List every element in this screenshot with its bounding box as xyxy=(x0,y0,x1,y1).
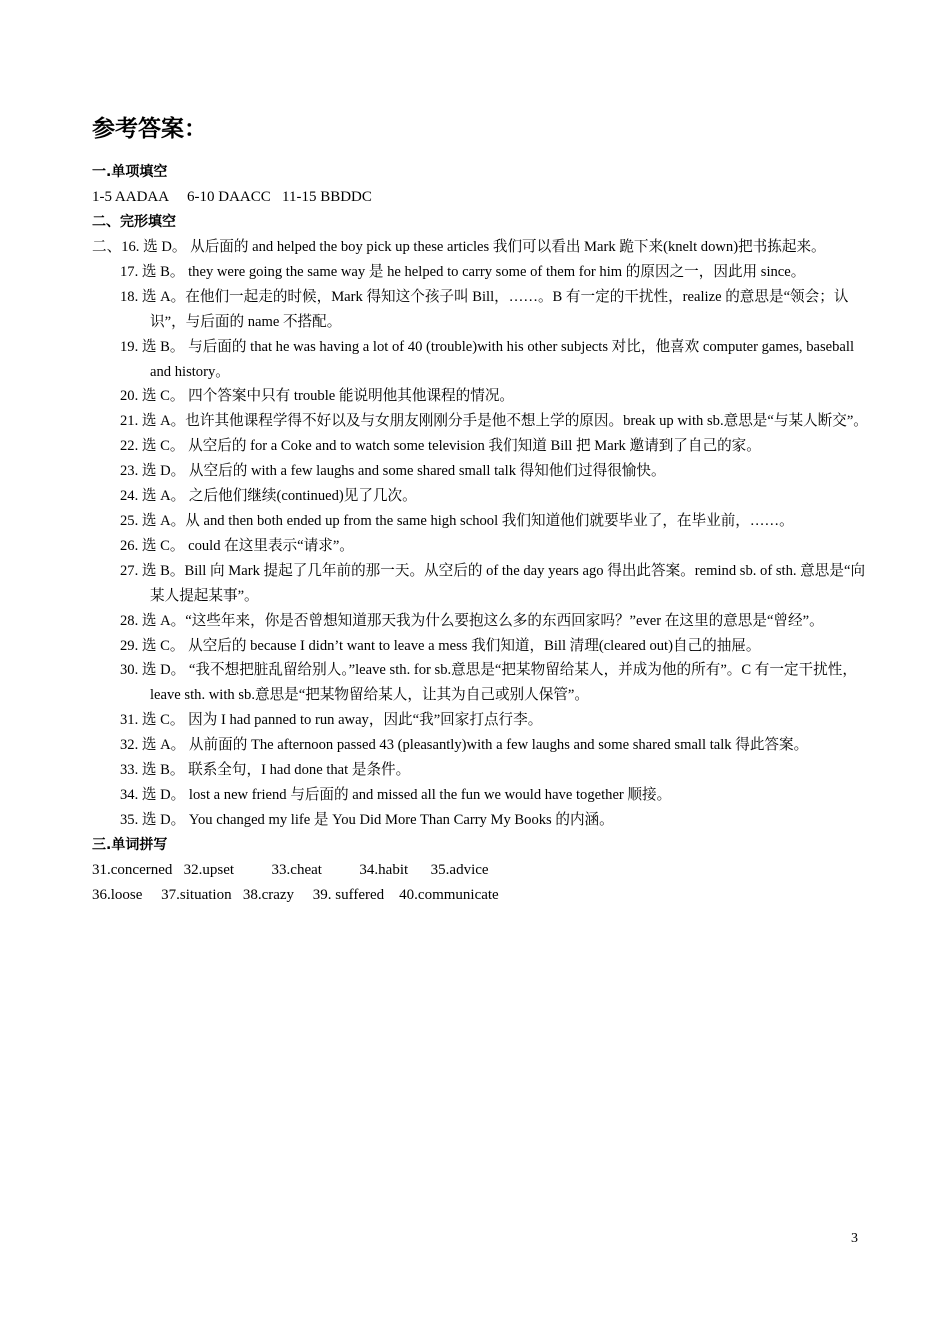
cloze-item: 21. 选 A。也许其他课程学得不好以及与女朋友刚刚分手是他不想上学的原因。break up with sb.意思是“与某人断交”。 xyxy=(120,413,868,430)
section-spelling-heading: 三.单词拼写 xyxy=(92,836,168,853)
cloze-item: 30. 选 D。 “我不想把脏乱留给别人。”leave sth. for sb.意思是“把某物留给某人，并成为他的所有”。C 有一定干扰性，leave sth. with sb.意思是“把某物留给某人，让其为自己或别人保管”。 xyxy=(120,662,857,704)
cloze-item: 27. 选 B。Bill 向 Mark 提起了几年前的那一天。从空后的 of the day years ago 得出此答案。remind sb. of sth. 意思是“向某人提起某事”。 xyxy=(120,562,866,604)
single-choice-answers: 1-5 AADAA 6-10 DAACC 11-15 BBDDC xyxy=(92,189,372,205)
cloze-item: 18. 选 A。在他们一起走的时候，Mark 得知这个孩子叫 Bill，……。B 有一定的干扰性，realize 的意思是“领会；认识”，与后面的 name 不搭配。 xyxy=(120,288,849,330)
cloze-item: 17. 选 B。 they were going the same way 是 he helped to carry some of them for him 的原因之一，因此用 since。 xyxy=(120,263,806,280)
cloze-item: 24. 选 A。 之后他们继续(continued)见了几次。 xyxy=(120,488,417,505)
cloze-answer-list xyxy=(92,235,872,833)
cloze-item: 35. 选 D。 You changed my life 是 You Did More Than Carry My Books 的内涵。 xyxy=(120,811,614,828)
page-number: 3 xyxy=(851,1231,858,1246)
spelling-answers-row-1: 31.concerned 32.upset 33.cheat 34.habit 35.advice xyxy=(92,861,489,878)
cloze-item: 34. 选 D。 lost a new friend 与后面的 and missed all the fun we would have together 顺接。 xyxy=(120,786,672,803)
section-cloze-heading: 二、完形填空 xyxy=(92,214,176,230)
cloze-item: 26. 选 C。 could 在这里表示“请求”。 xyxy=(120,537,354,554)
cloze-item: 31. 选 C。 因为 I had panned to run away，因此“我”回家打点行李。 xyxy=(120,712,543,729)
cloze-item: 25. 选 A。从 and then both ended up from the same high school 我们知道他们就要毕业了，在毕业前，……。 xyxy=(120,512,794,529)
cloze-item: 20. 选 C。 四个答案中只有 trouble 能说明他其他课程的情况。 xyxy=(120,388,515,405)
cloze-item: 22. 选 C。 从空后的 for a Coke and to watch some television 我们知道 Bill 把 Mark 邀请到了自己的家。 xyxy=(120,438,761,455)
cloze-item: 29. 选 C。 从空后的 because I didn’t want to leave a mess 我们知道，Bill 清理(cleared out)自己的抽屉。 xyxy=(120,637,761,654)
cloze-item: 28. 选 A。“这些年来，你是否曾想知道那天我为什么要抱这么多的东西回家吗？”ever 在这里的意思是“曾经”。 xyxy=(120,612,824,629)
cloze-item: 23. 选 D。 从空后的 with a few laughs and some shared small talk 得知他们过得很愉快。 xyxy=(120,463,666,480)
page-title: 参考答案： xyxy=(92,116,207,142)
cloze-item: 32. 选 A。 从前面的 The afternoon passed 43 (pleasantly)with a few laughs and some shared small talk 得此答案。 xyxy=(120,737,809,754)
cloze-item: 19. 选 B。 与后面的 that he was having a lot of 40 (trouble)with his other subjects 对比，他喜欢 computer games, baseball and history。 xyxy=(120,338,855,380)
spelling-answers-row-2: 36.loose 37.situation 38.crazy 39. suffered 40.communicate xyxy=(92,886,499,903)
answer-document xyxy=(92,112,872,908)
cloze-item: 33. 选 B。 联系全句，I had done that 是条件。 xyxy=(120,762,411,779)
cloze-item: 二、16. 选 D。 从后面的 and helped the boy pick up these articles 我们可以看出 Mark 跪下来(knelt down)把书拣起来。 xyxy=(92,239,826,255)
section-single-choice-heading: 一.单项填空 xyxy=(92,164,168,180)
